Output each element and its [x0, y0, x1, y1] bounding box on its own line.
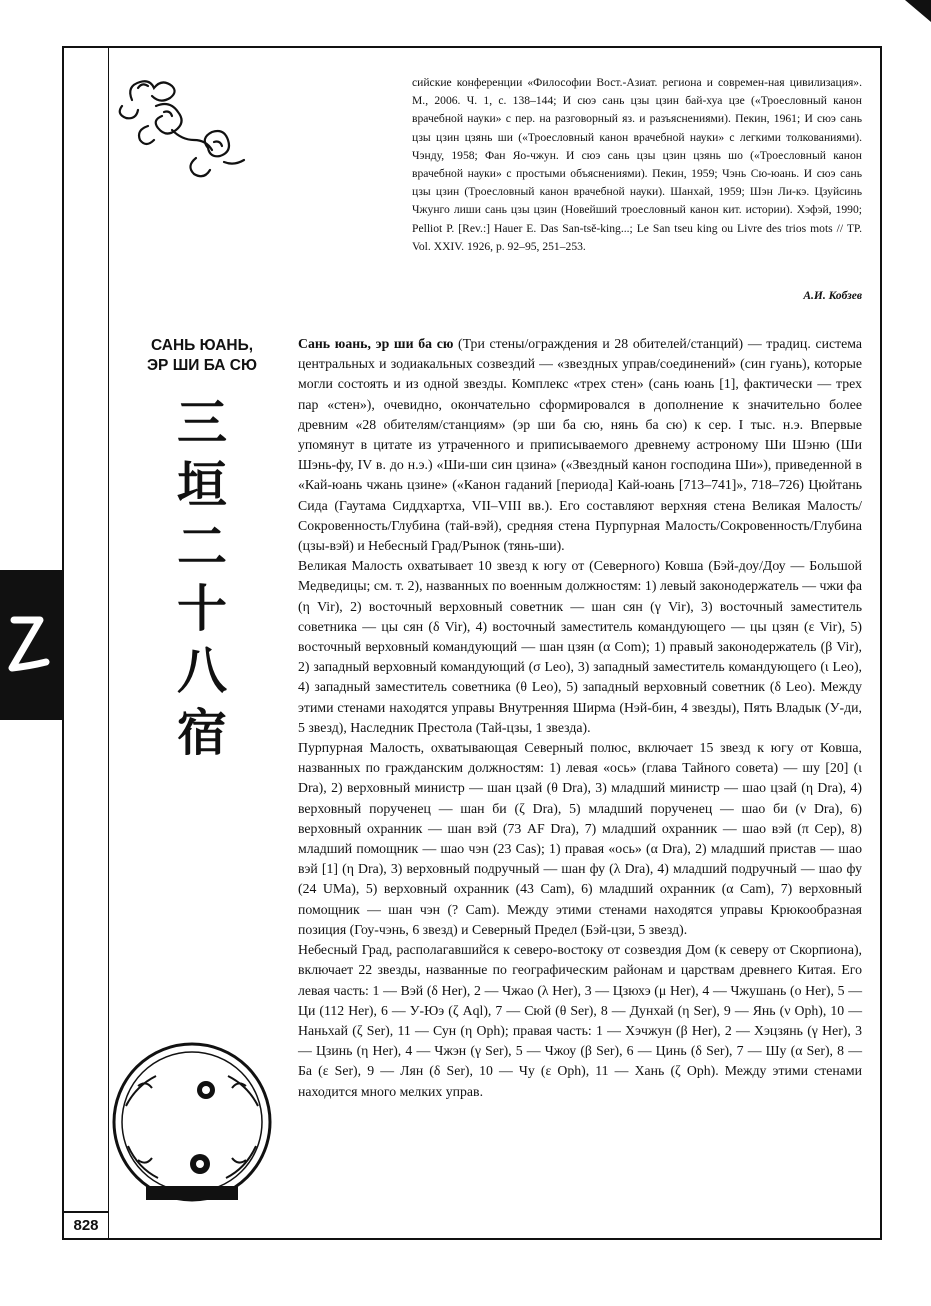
hanzi-char: 宿	[177, 704, 227, 762]
headword: Сань юань, эр ши ба сю	[298, 336, 454, 351]
round-seal-ornament-icon	[108, 1036, 276, 1208]
entry-title-line-2: ЭР ШИ БА СЮ	[147, 357, 257, 374]
hanzi-char: 十	[177, 580, 227, 638]
article-paragraph-1-text: (Три стены/ограждения и 28 обителей/станций) — традиц. система центральных и зодиакальных созвездий — «звездных управ/соединений» (син гуань), которые могли состоять и из одной звезды. Комплекс «трех стен» (сань юань [1], фактически — трех пар «стен»), очевидно, окончательно сформировался в дополнение к значительно более древним «28 обителям/станциям» (эр ши ба сю, нянь ба сю) к сер. I тыс. н.э. Впервые упомянут в цитате из утраченного и приписываемого древнему астроному Ши Шэню (Ши Шэнь-фу, IV в. до н.э.) «Ши-ши син цзина» («Звездный канон господина Ши»), приведенной в «Кай-юань чжань цзине» («Канон гаданий [периода] Кай-юань [713–741]», 718–726) Цюйтань Сида (Гаутама Сиддхартха, VII–VIII вв.). Его составляют верхняя стена Великая Малость/Сокровенность/Глубина (тай-вэй), средняя стена Пурпурная Малость/Сокровенность/Глубина (цзы-вэй) и Небесный Град/Рынок (тянь-ши).	[298, 336, 862, 554]
page-number: 828	[64, 1211, 108, 1238]
section-tab-letter-icon	[0, 570, 62, 720]
hanzi-char: 八	[177, 642, 227, 700]
article-paragraph-3: Пурпурная Малость, охватывающая Северный полюс, включает 15 звезд к югу от Ковша, названных по гражданским должностям: 1) левая «ось» (глава Тайного совета) — шу [20] (ι Dra), 2) верховный министр — шан цзай (θ Dra), 3) младший министр — шао цзай (η Dra), 4) верховный порученец — шан би (ζ Dra), 5) младший порученец — шао би (ν Dra), 6) верховный охранник — шан вэй (73 AF Dra), 7) младший охранник — шао вэй (π Cep), 8) младший помощник — шао чэн (23 Cas); 1) правая «ось» (α Dra), 2) младший пристав — шао вэй [1] (η Dra), 3) верховный подручный — шан фу (λ Dra), 4) младший подручный — шао фу (24 UMa), 5) верховный охранник (43 Cam), 6) младший охранник (α Cam), 7) верховный помощник — шан чэн (? Cam). Между этими стенами находятся управы Крюкообразная позиция (Гоу-чэнь, 6 звезд) и Северный Предел (Бэй-цзи, 5 звезд).	[298, 740, 862, 937]
entry-hanzi	[170, 392, 234, 764]
author-signature: А.И. Кобзев	[803, 290, 862, 302]
article-paragraph-1	[298, 334, 862, 556]
article-body	[298, 334, 862, 1102]
entry-title-line-1: САНЬ ЮАНЬ,	[150, 337, 254, 354]
hanzi-char: 三	[177, 394, 227, 452]
corner-mark-icon	[905, 0, 931, 22]
entry-title	[120, 336, 284, 376]
article-paragraph-2: Великая Малость охватывает 10 звезд к югу от (Северного) Ковша (Бэй-доу/Доу — Большой Медведицы; см. т. 2), названных по военным должностям: 1) левый законодержатель — чжи фа (η Vir), 2) восточный верховный советник — шан сян (γ Vir), 3) восточный заместитель советника — цы сян (δ Vir), 4) восточный заместитель командующего — цы цзян (ε Vir), 5) восточный верховный командующий — шан цзян (α Com); 1) правый законодержатель (β Vir), 2) западный верховный командующий (σ Leo), 3) западный заместитель командующего (ι Leo), 4) западный заместитель советника (θ Leo), 5) западный верховный советник (δ Leo). Между этими стенами находятся управы Внутренняя Ширма (Нэй-бин, 4 звезды), Пять Владык (У-ди, 5 звезд), Наследник Престола (Тай-цзы, 1 звезда).	[298, 558, 862, 735]
article-paragraph-4: Небесный Град, располагавшийся к северо-востоку от созвездия Дом (к северу от Скорпиона), включает 22 звезды, названные по географическим районам и царствам древнего Китая. Его левая часть: 1 — Вэй (δ Her), 2 — Чжао (λ Her), 3 — Цзюхэ (μ Her), 4 — Чжушань (ο Her), 5 — Ци (112 Her), 6 — У-Юэ (ζ Aql), 7 — Сюй (θ Ser), 8 — Дунхай (η Ser), 9 — Янь (ν Oph), 10 — Наньхай (ζ Ser), 11 — Сун (η Oph); правая часть: 1 — Хэчжун (β Her), 2 — Хэцзянь (γ Her), 3 — Цзинь (η Her), 4 — Чжэн (γ Ser), 5 — Чжоу (β Ser), 6 — Цинь (δ Ser), 7 — Шу (α Ser), 8 — Ба (ε Ser), 9 — Лян (δ Ser), 10 — Чу (ε Oph), 11 — Хань (ζ Oph). Между этими стенами находится много мелких управ.	[298, 942, 862, 1099]
hanzi-char: 二	[177, 518, 227, 576]
cloud-ornament-icon	[112, 66, 252, 184]
reference-paragraph: сийские конференции «Философии Вост.-Азиат. региона и современ-ная цивилизация». М., 2006. Ч. 1, с. 138–144; И сюэ сань цзы цзин бай-хуа цзе («Троесловный канон врачебной науки» с пер. на разговорный яз. и разъяснениями). Пекин, 1961; И сюэ сань цзы цзин цзянь ши («Троесловный канон врачебной науки» с легкими толкованиями). Чэнду, 1958; Фан Яо-чжун. И сюэ сань цзы цзин цзянь шо («Троесловный канон врачебной науки» с простыми объяснениями). Пекин, 1959; Чэнь Сю-юань. И сюэ сань цзы цзин (Троесловный канон врачебной науки). Шанхай, 1959; Шэн Ли-кэ. Цзуйсинь Чжунго лиши сань цзы цзин (Новейший троесловный канон кит. истории). Хэфэй, 1990; Pelliot P. [Rev.:] Hauer E. Das San-tsě-king...; Le San tseu king ou Livre des trios mots // TP. Vol. XXIV. 1926, p. 92–95, 251–253.	[412, 76, 862, 253]
hanzi-char: 垣	[177, 456, 227, 514]
